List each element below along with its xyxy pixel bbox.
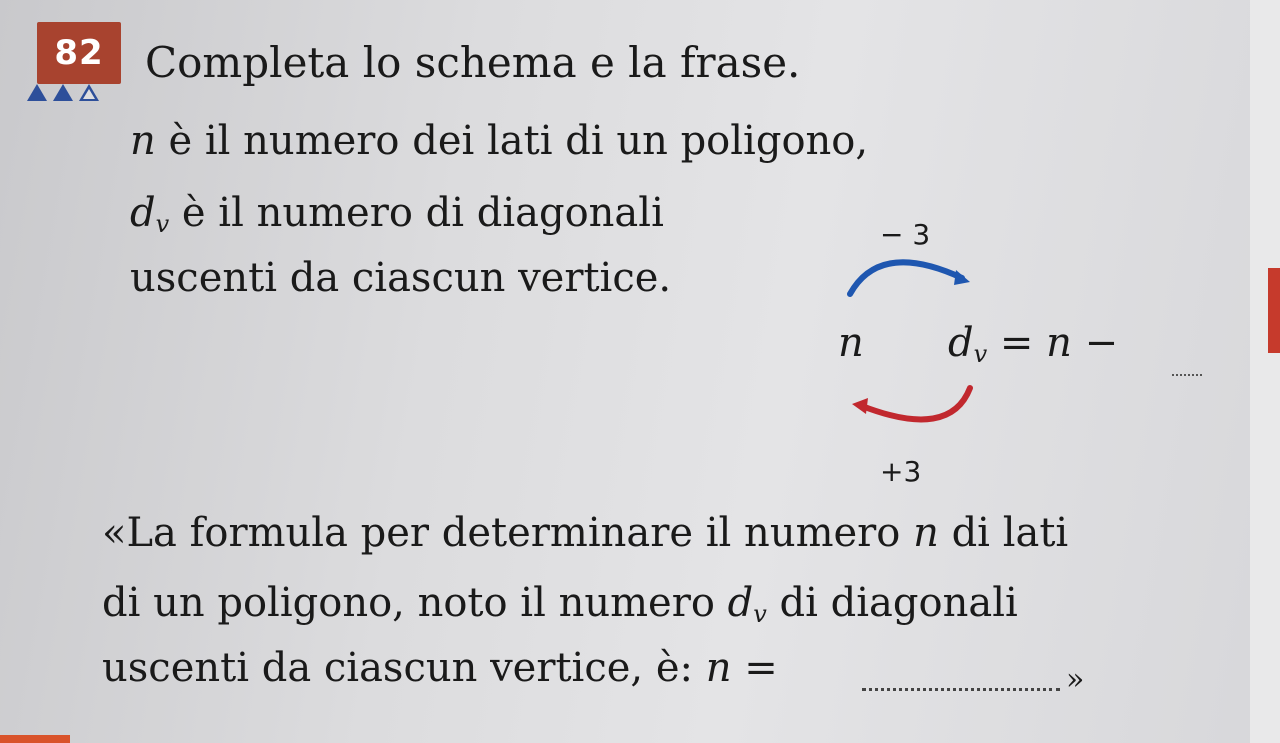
answer-blank[interactable] [862, 688, 1060, 691]
n-symbol: n [130, 118, 156, 164]
sentence-line-2 [102, 580, 1018, 628]
sentence-dv-subscript: v [753, 600, 767, 628]
dv-symbol: d [130, 190, 156, 236]
schema-formula-rest: = n − [987, 320, 1119, 366]
sentence-line-2-text: di un poligono, noto il numero [102, 580, 728, 626]
closing-quote: » [1066, 662, 1085, 697]
exercise-number-badge: 82 [37, 22, 121, 84]
sentence-n: n [913, 510, 939, 556]
sentence-line-1 [102, 510, 1068, 556]
bottom-arrow-icon [862, 388, 970, 419]
bottom-tab [0, 735, 70, 743]
margin-tab [1268, 268, 1280, 353]
schema-blank[interactable] [1172, 374, 1202, 376]
sentence-n-equals: n = [705, 645, 778, 691]
definition-line-3: uscenti da ciascun vertice. [130, 255, 672, 301]
bottom-arrowhead-icon [852, 398, 868, 414]
difficulty-filled-triangle-icon [53, 84, 73, 101]
exercise-title: Completa lo schema e la frase. [145, 38, 801, 87]
sentence-line-1-end: di lati [938, 510, 1069, 556]
top-arrow-icon [850, 262, 962, 294]
sentence-line-2-end: di diagonali [766, 580, 1018, 626]
sentence-line-1-text: «La formula per determinare il numero [102, 510, 914, 556]
sentence-line-3-text: uscenti da ciascun vertice, è: [102, 645, 706, 691]
definition-line-2-text: è il numero di diagonali [169, 190, 664, 236]
page-edge [1250, 0, 1280, 743]
difficulty-filled-triangle-icon [27, 84, 47, 101]
schema-top-label: − 3 [880, 218, 931, 251]
difficulty-indicator [27, 84, 99, 101]
schema-n: n [838, 320, 864, 366]
schema-dv-subscript: v [973, 340, 988, 368]
definition-line-2 [130, 190, 664, 238]
definition-line-1 [130, 118, 868, 164]
schema-dv: d [948, 320, 974, 366]
top-arrowhead-icon [954, 270, 970, 285]
difficulty-empty-triangle-icon [79, 84, 99, 101]
sentence-dv: d [727, 580, 754, 626]
definition-line-1-text: è il numero dei lati di un poligono, [155, 118, 869, 164]
sentence-line-3 [102, 645, 778, 691]
schema-formula [948, 320, 1118, 368]
schema-bottom-label: +3 [880, 455, 922, 488]
dv-subscript: v [155, 210, 170, 238]
